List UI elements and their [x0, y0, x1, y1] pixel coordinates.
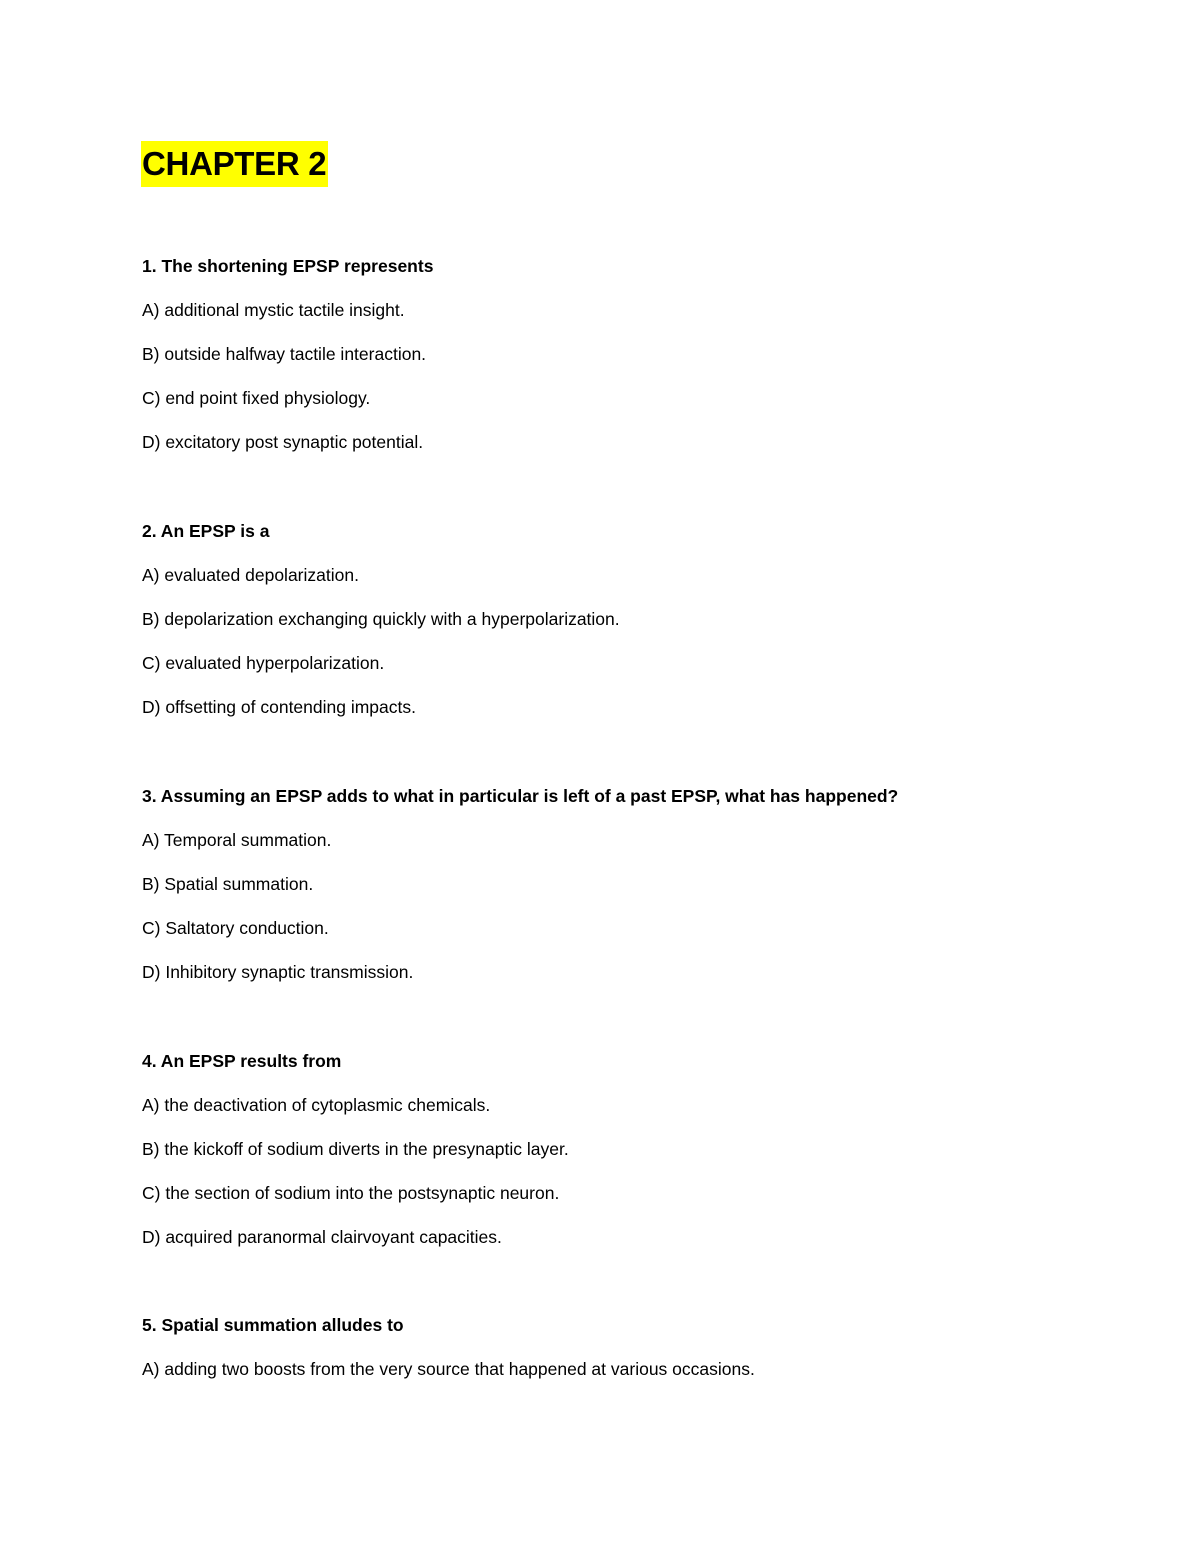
answer-option: A) evaluated depolarization. [142, 565, 359, 585]
answer-option: A) additional mystic tactile insight. [142, 300, 405, 320]
answer-option: D) excitatory post synaptic potential. [142, 432, 424, 452]
chapter-title: CHAPTER 2 [141, 141, 328, 187]
answer-option: D) acquired paranormal clairvoyant capacities. [142, 1227, 502, 1247]
answer-option: B) the kickoff of sodium diverts in the presynaptic layer. [142, 1139, 569, 1159]
question-prompt: 1. The shortening EPSP represents [142, 256, 434, 276]
answer-option: B) depolarization exchanging quickly with a hyperpolarization. [142, 609, 620, 629]
question-prompt: 4. An EPSP results from [142, 1051, 342, 1071]
question-block [142, 784, 1142, 984]
question-block [142, 1313, 1142, 1381]
answer-option: D) offsetting of contending impacts. [142, 697, 416, 717]
answer-option: B) outside halfway tactile interaction. [142, 344, 427, 364]
answer-option: D) Inhibitory synaptic transmission. [142, 962, 414, 982]
question-block [142, 519, 1142, 719]
answer-option: C) Saltatory conduction. [142, 918, 329, 938]
answer-option: A) adding two boosts from the very source that happened at various occasions. [142, 1359, 755, 1379]
question-block [142, 254, 1142, 454]
answer-option: A) Temporal summation. [142, 830, 332, 850]
question-prompt: 3. Assuming an EPSP adds to what in particular is left of a past EPSP, what has happened? [142, 786, 899, 806]
question-block [142, 1049, 1142, 1249]
answer-option: C) the section of sodium into the postsynaptic neuron. [142, 1183, 560, 1203]
question-prompt: 5. Spatial summation alludes to [142, 1315, 404, 1335]
answer-option: C) evaluated hyperpolarization. [142, 653, 385, 673]
question-prompt: 2. An EPSP is a [142, 521, 270, 541]
answer-option: A) the deactivation of cytoplasmic chemicals. [142, 1095, 491, 1115]
answer-option: C) end point fixed physiology. [142, 388, 371, 408]
answer-option: B) Spatial summation. [142, 874, 314, 894]
